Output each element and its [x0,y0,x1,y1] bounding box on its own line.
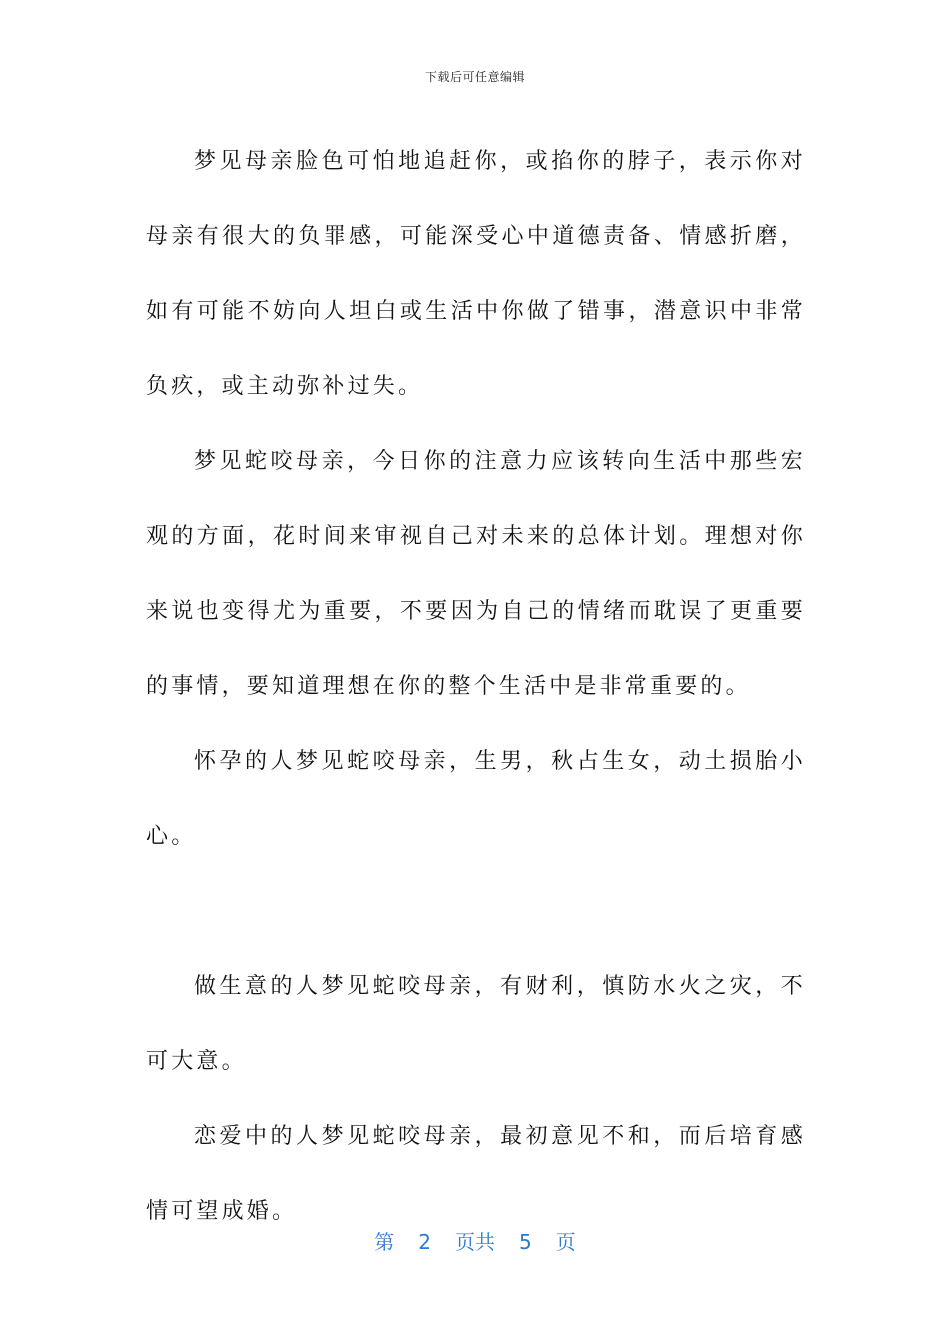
page-footer [0,1226,950,1255]
paragraph-mother-chasing: 梦见母亲脸色可怕地追赶你，或掐你的脖子，表示你对母亲有很大的负罪感，可能深受心中道德责备、情感折磨，如有可能不妨向人坦白或生活中你做了错事，潜意识中非常负疚，或主动弥补过失。 [146,149,806,399]
footer-prefix: 第 [374,1230,395,1254]
footer-current-page: 2 [418,1230,431,1254]
paragraph-snake-bites-mother: 梦见蛇咬母亲，今日你的注意力应该转向生活中那些宏观的方面，花时间来审视自己对未来的总体计划。理想对你来说也变得尤为重要，不要因为自己的情绪而耽误了更重要的事情，要知道理想在你的整个生活中是非常重要的。 [146,449,806,699]
page-header: 下载后可任意编辑 [424,70,525,84]
paragraph-in-love: 恋爱中的人梦见蛇咬母亲，最初意见不和，而后培育感情可望成婚。 [146,1124,806,1224]
footer-middle: 页共 [455,1230,495,1254]
document-body [146,124,806,1249]
paragraph-spacer [146,874,806,949]
paragraph-business: 做生意的人梦见蛇咬母亲，有财利，慎防水火之灾，不可大意。 [146,974,806,1074]
footer-total-pages: 5 [519,1230,532,1254]
footer-suffix: 页 [555,1230,576,1254]
paragraph-pregnant: 怀孕的人梦见蛇咬母亲，生男，秋占生女，动土损胎小心。 [146,749,806,849]
